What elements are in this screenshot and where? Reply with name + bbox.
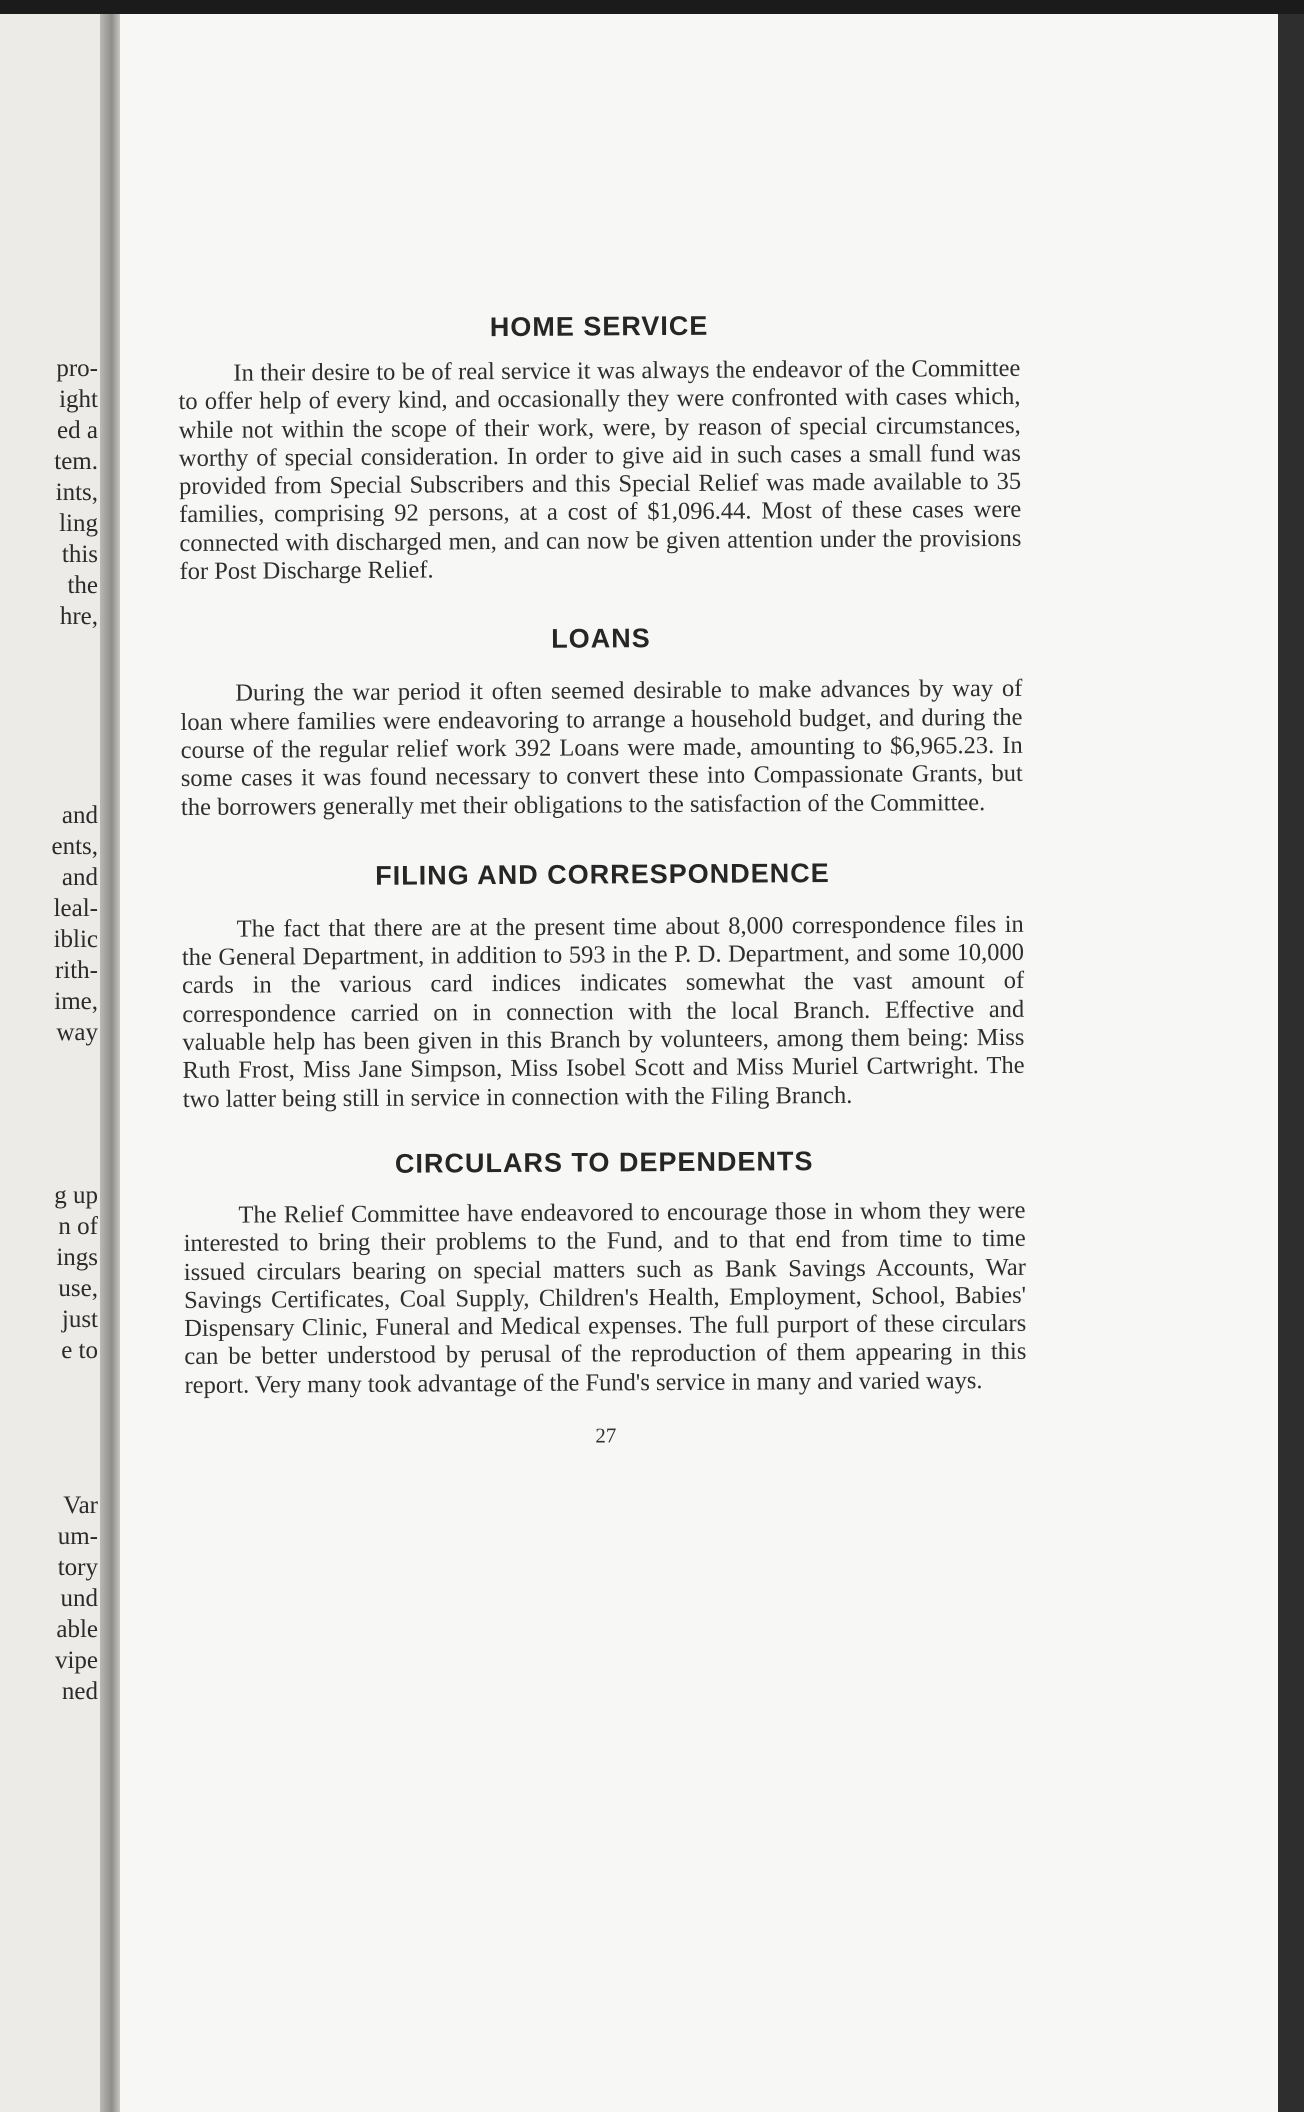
left-fragment-line: vipe [54, 1647, 98, 1674]
section-heading: LOANS [551, 623, 651, 655]
document-page [120, 14, 1280, 2112]
left-fragment-line: g up [54, 1182, 98, 1209]
left-fragment-line: um- [57, 1523, 98, 1550]
section-loans [180, 621, 1023, 822]
left-fragment-line: ings [56, 1244, 98, 1271]
left-fragment-group-1 [0, 353, 110, 632]
section-heading: HOME SERVICE [489, 310, 709, 343]
page-content [178, 309, 1027, 1451]
scan-border-right [1278, 14, 1304, 2112]
left-fragment-line: ints, [55, 479, 98, 506]
left-fragment-line: n of [58, 1213, 98, 1240]
page-number: 27 [595, 1423, 617, 1448]
facing-page-edge [0, 14, 110, 2112]
section-home-service [178, 309, 1022, 587]
left-fragment-line: ned [61, 1678, 98, 1705]
left-fragment-line: ed a [57, 417, 98, 444]
left-fragment-line: iblic [53, 926, 98, 953]
section-heading: CIRCULARS TO DEPENDENTS [394, 1146, 814, 1179]
left-fragment-line: way [56, 1019, 98, 1046]
left-fragment-line: leal- [53, 895, 98, 922]
left-fragment-line: use, [58, 1275, 98, 1302]
section-body: The fact that there are at the present time about 8,000 correspondence files in the General Department, in addition to 593 in the P. D. Department, and some 10,000 cards in the various card indices indicates somewhat the vast amount of correspondence carried on in connection with the local Branch. Effective and valuable help has been given in this Branch by volunteers, among them being: Miss Ruth Frost, Miss Jane Simpson, Miss Isobel Scott and Miss Muriel Cartwright. The two latter being still in service in connection with the Filing Branch. [181, 910, 1025, 1113]
left-fragment-line: tory [57, 1554, 98, 1581]
left-fragment-group-3 [0, 1180, 110, 1366]
left-fragment-line: hre, [59, 603, 98, 630]
left-fragment-line: e to [61, 1337, 98, 1364]
left-fragment-line: ents, [51, 833, 98, 860]
left-fragment-line: und [60, 1585, 98, 1612]
left-fragment-group-4 [0, 1490, 110, 1707]
left-fragment-line: Var [63, 1492, 98, 1519]
left-fragment-line: pro- [56, 355, 98, 382]
section-body: During the war period it often seemed desirable to make advances by way of loan where families were endeavoring to arrange a household budget, and during the course of the regular relief work 392 Loans were made, amounting to $6,965.23. In some cases it was found necessary to convert these into Compassionate Grants, but the borrowers generally met their obligations to the satisfaction of the Committee. [180, 675, 1023, 821]
section-heading: FILING AND CORRESPONDENCE [375, 857, 830, 891]
left-fragment-line: able [56, 1616, 98, 1643]
left-fragment-line: the [67, 572, 98, 599]
left-fragment-line: ime, [54, 988, 98, 1015]
section-body: In their desire to be of real service it was always the endeavor of the Committee to offer help of every kind, and occasionally they were confronted with cases which, while not within the scope of their work, were, by reason of special circumstances, worthy of special consideration. In order to give aid in such cases a small fund was provided from Special Subscribers and this Special Relief was made available to 35 families, comprising 92 persons, at a cost of $1,096.44. Most of these cases were connected with discharged men, and can now be given attention under the provisions for Post Discharge Relief. [178, 354, 1022, 586]
section-filing-and-correspondence [181, 857, 1025, 1114]
left-fragment-line: rith- [54, 957, 98, 984]
left-fragment-group-2 [0, 800, 110, 1048]
left-fragment-line: tem. [54, 448, 98, 475]
left-fragment-line: and [61, 802, 98, 829]
section-body: The Relief Committee have endeavored to encourage those in whom they were interested to bring their problems to the Fund, and to that end from time to time issued circulars bearing on special matters such as Bank Savings Accounts, War Savings Certificates, Coal Supply, Children's Health, Employment, School, Babies' Dispensary Clinic, Funeral and Medical expenses. The full purport of these circulars can be better understood by perusal of the reproduction of them appearing in this report. Very many took advantage of the Fund's service in many and varied ways. [183, 1196, 1027, 1399]
section-circulars-to-dependents [183, 1145, 1027, 1400]
left-fragment-line: ight [59, 386, 98, 413]
left-fragment-line: ling [59, 510, 98, 537]
left-fragment-line: and [61, 864, 98, 891]
left-fragment-line: this [61, 541, 98, 568]
left-fragment-line: just [61, 1306, 98, 1333]
